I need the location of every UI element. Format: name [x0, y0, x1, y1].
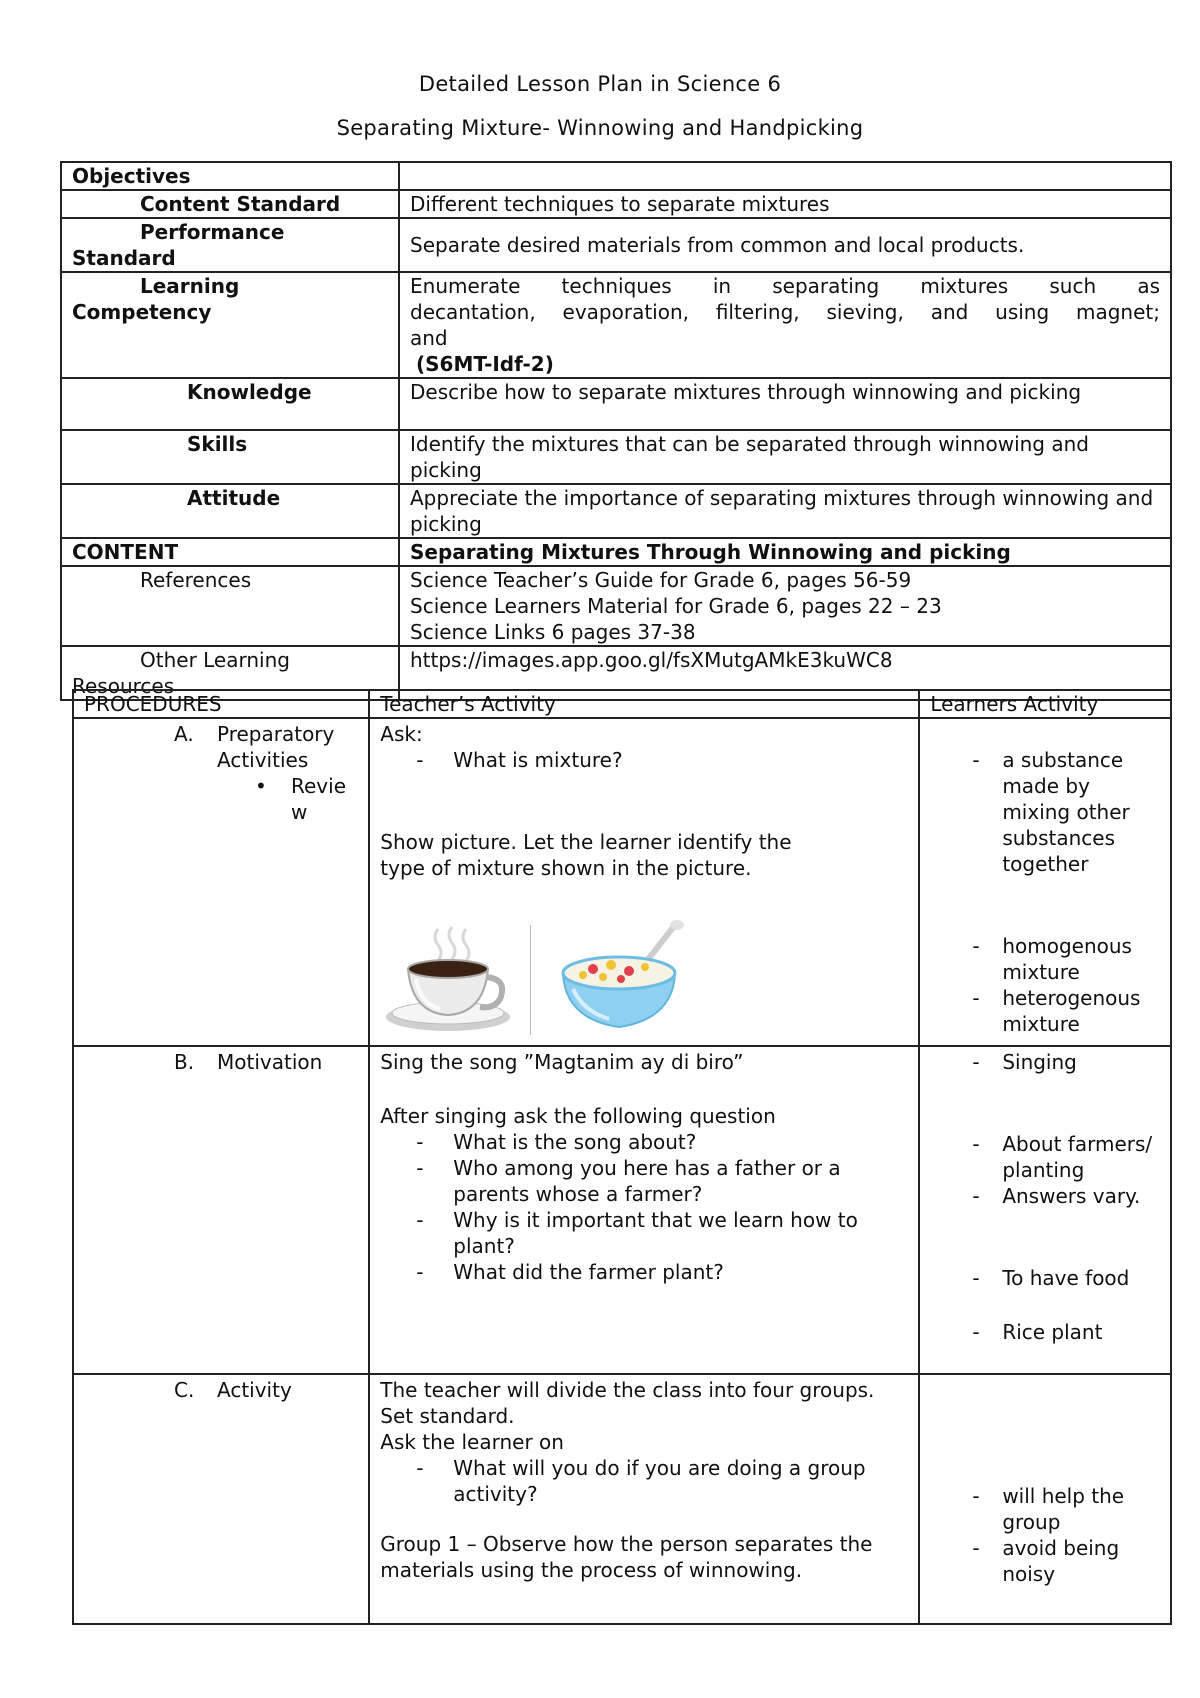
learners-activity-header: Learners Activity	[919, 690, 1171, 718]
motivation-question: - Who among you here has a father or a parents whose a farmer?	[380, 1155, 908, 1207]
section-a-teacher	[369, 718, 919, 1046]
objectives-header: Objectives	[61, 162, 399, 190]
activity-line-1: The teacher will divide the class into four groups.	[380, 1378, 875, 1402]
ask-label: Ask:	[380, 722, 423, 746]
show-picture-line-2: type of mixture shown in the picture.	[380, 856, 752, 880]
section-b-label-text: Motivation	[217, 1050, 323, 1074]
mixture-pictures	[380, 919, 908, 1035]
motivation-question: - What is the song about?	[380, 1129, 908, 1155]
page-subtitle: Separating Mixture- Winnowing and Handpicking	[336, 116, 864, 140]
activity-question: - What will you do if you are doing a group activity?	[380, 1455, 908, 1507]
learner-answer: - About farmers/ planting	[930, 1131, 1160, 1183]
objectives-empty	[399, 162, 1171, 190]
learner-answer: - Singing	[930, 1049, 1160, 1075]
section-c-letter: C.	[174, 1378, 195, 1402]
coffee-cup-icon	[380, 923, 516, 1035]
reference-item: Science Links 6 pages 37-38	[410, 620, 696, 644]
section-c-label	[73, 1374, 369, 1624]
cereal-bowl-icon	[553, 919, 693, 1035]
references-list	[399, 566, 1171, 646]
competency-label-2: Competency	[72, 300, 212, 324]
picture-divider	[530, 925, 531, 1035]
section-a-learner	[919, 718, 1171, 1046]
knowledge-value: Describe how to separate mixtures through winnowing and picking	[399, 378, 1171, 430]
reference-item: Science Learners Material for Grade 6, pages 22 – 23	[410, 594, 942, 618]
objectives-table	[60, 161, 1172, 701]
activity-line-2: Set standard.	[380, 1404, 515, 1428]
show-picture-line-1: Show picture. Let the learner identify the	[380, 830, 792, 854]
section-c-learner	[919, 1374, 1171, 1624]
section-a-sub-1: Revie	[291, 774, 346, 798]
learning-competency-value	[399, 272, 1171, 378]
attitude-value: Appreciate the importance of separating mixtures through winnowing and picking	[399, 484, 1171, 538]
learner-answer: - avoid being noisy	[930, 1535, 1160, 1587]
group-instruction: Group 1 – Observe how the person separates the materials using the process of winnowing.	[380, 1532, 873, 1582]
section-a-sub-2: w	[291, 800, 308, 824]
skills-value: Identify the mixtures that can be separated through winnowing and picking	[399, 430, 1171, 484]
learner-answer: - homogenous mixture	[930, 933, 1160, 985]
competency-code: (S6MT-Idf-2)	[416, 352, 554, 376]
section-b-label	[73, 1046, 369, 1374]
ask-question: - What is mixture?	[380, 747, 908, 773]
content-value: Separating Mixtures Through Winnowing and picking	[399, 538, 1171, 566]
section-a-letter: A.	[174, 722, 194, 746]
competency-line-2: decantation, evaporation, filtering, sieving, and using magnet;	[410, 300, 1160, 324]
performance-standard-label	[61, 218, 399, 272]
content-label: CONTENT	[61, 538, 399, 566]
section-b-letter: B.	[174, 1050, 195, 1074]
competency-line-1: Enumerate techniques in separating mixtures such as	[410, 274, 1160, 298]
references-label: References	[61, 566, 399, 646]
attitude-label: Attitude	[61, 484, 399, 538]
section-b-teacher	[369, 1046, 919, 1374]
learner-answer: - heterogenous mixture	[930, 985, 1160, 1037]
page-title: Detailed Lesson Plan in Science 6	[418, 72, 782, 96]
competency-label-1: Learning	[140, 274, 240, 298]
after-singing-line: After singing ask the following question	[380, 1104, 776, 1128]
bullet-icon: •	[255, 774, 267, 798]
learner-answer: - will help the group	[930, 1483, 1160, 1535]
section-a-label-1: Preparatory	[217, 722, 335, 746]
learner-answer: - Answers vary.	[930, 1183, 1160, 1209]
knowledge-label: Knowledge	[61, 378, 399, 430]
performance-label-1: Performance	[140, 220, 285, 244]
motivation-question: - Why is it important that we learn how to plant?	[380, 1207, 908, 1259]
performance-label-2: Standard	[72, 246, 176, 270]
motivation-question: - What did the farmer plant?	[380, 1259, 908, 1285]
activity-line-3: Ask the learner on	[380, 1430, 564, 1454]
skills-label: Skills	[61, 430, 399, 484]
learner-answer: - To have food	[930, 1265, 1160, 1291]
content-standard-label: Content Standard	[61, 190, 399, 218]
procedures-table	[72, 689, 1172, 1625]
other-resources-link[interactable]: https://images.app.goo.gl/fsXMutgAMkE3kuWC8	[399, 646, 1171, 700]
teacher-activity-header: Teacher’s Activity	[369, 690, 919, 718]
section-b-learner	[919, 1046, 1171, 1374]
other-label-1: Other Learning	[140, 648, 290, 672]
content-standard-value: Different techniques to separate mixtures	[399, 190, 1171, 218]
section-a-label	[73, 718, 369, 1046]
section-c-label-text: Activity	[217, 1378, 292, 1402]
reference-item: Science Teacher’s Guide for Grade 6, pages 56-59	[410, 568, 912, 592]
learning-competency-label	[61, 272, 399, 378]
section-a-label-2: Activities	[217, 748, 309, 772]
section-c-teacher	[369, 1374, 919, 1624]
other-label-2: Resources	[72, 674, 175, 698]
procedures-header: PROCEDURES	[73, 690, 369, 718]
learner-answer: - a substance made by mixing other substances together	[930, 747, 1160, 877]
competency-line-3: and	[410, 326, 448, 350]
learner-answer: - Rice plant	[930, 1319, 1160, 1345]
performance-standard-value: Separate desired materials from common and local products.	[399, 218, 1171, 272]
sing-line: Sing the song ”Magtanim ay di biro”	[380, 1050, 744, 1074]
